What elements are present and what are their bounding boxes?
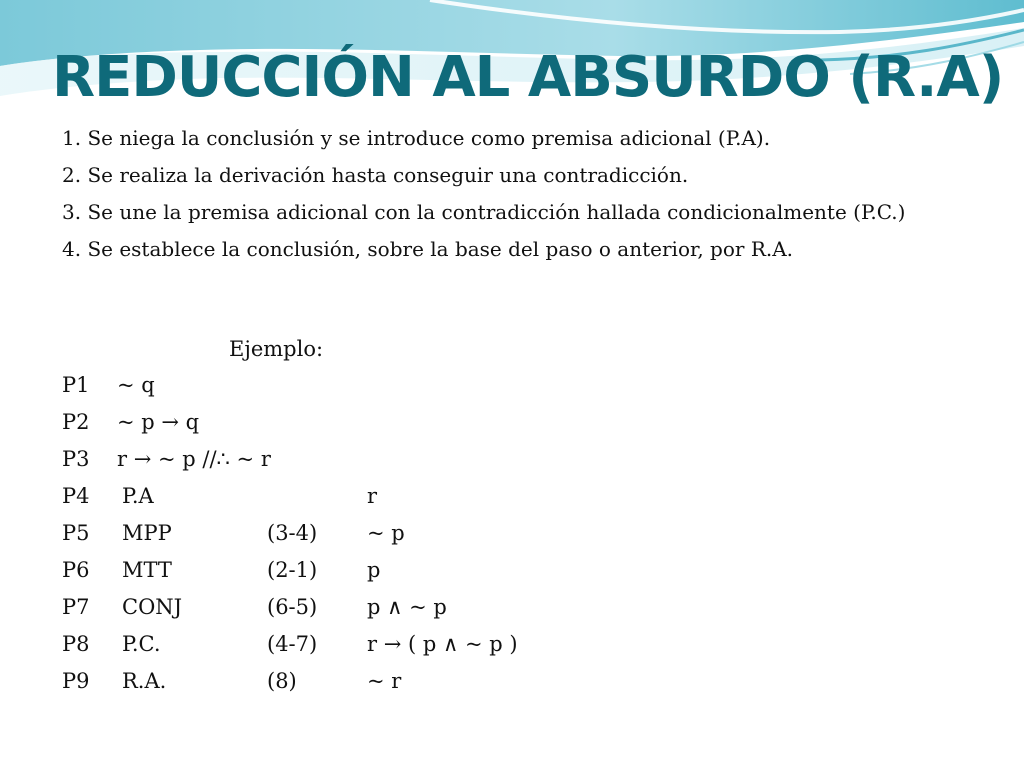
proof-table	[62, 369, 762, 702]
proof-row-p8	[62, 628, 762, 665]
step-id: P5	[62, 521, 90, 545]
step-formula: r	[367, 484, 378, 508]
proof-row-p6	[62, 554, 762, 591]
step-rule: CONJ	[122, 595, 183, 619]
steps-list	[62, 124, 962, 272]
example-label: Ejemplo:	[229, 337, 324, 361]
step-3: 3. Se une la premisa adicional con la contradicción hallada condicionalmente (P.C.)	[62, 200, 906, 224]
step-id: P2	[62, 410, 90, 434]
step-id: P4	[62, 484, 90, 508]
step-1: 1. Se niega la conclusión y se introduce como premisa adicional (P.A).	[62, 126, 771, 150]
step-formula: p ∧ ~ p	[367, 595, 447, 619]
step-4: 4. Se establece la conclusión, sobre la base del paso o anterior, por R.A.	[62, 237, 794, 261]
step-id: P3	[62, 447, 90, 471]
step-ref: (3-4)	[267, 521, 318, 545]
step-formula: ~ p	[367, 521, 405, 545]
step-formula: r → ( p ∧ ~ p )	[367, 632, 518, 656]
proof-row-p1	[62, 369, 762, 406]
proof-row-p5	[62, 517, 762, 554]
step-id: P7	[62, 595, 90, 619]
step-formula: ~ p → q	[117, 410, 200, 434]
proof-row-p9	[62, 665, 762, 702]
step-ref: (8)	[267, 669, 297, 693]
step-2: 2. Se realiza la derivación hasta conseguir una contradicción.	[62, 163, 689, 187]
step-rule: P.A	[122, 484, 154, 508]
step-formula: r → ~ p //∴ ~ r	[117, 447, 271, 471]
proof-row-p3	[62, 443, 762, 480]
proof-row-p7	[62, 591, 762, 628]
step-id: P6	[62, 558, 90, 582]
step-formula: ~ r	[367, 669, 402, 693]
step-rule: MTT	[122, 558, 172, 582]
step-rule: R.A.	[122, 669, 167, 693]
step-id: P1	[62, 373, 90, 397]
step-ref: (6-5)	[267, 595, 318, 619]
step-ref: (4-7)	[267, 632, 318, 656]
step-formula: p	[367, 558, 381, 582]
slide-title: REDUCCIÓN AL ABSURDO (R.A)	[52, 45, 1004, 110]
step-formula: ~ q	[117, 373, 155, 397]
step-rule: MPP	[122, 521, 172, 545]
proof-row-p2	[62, 406, 762, 443]
step-ref: (2-1)	[267, 558, 318, 582]
step-rule: P.C.	[122, 632, 161, 656]
proof-row-p4	[62, 480, 762, 517]
step-id: P9	[62, 669, 90, 693]
step-id: P8	[62, 632, 90, 656]
